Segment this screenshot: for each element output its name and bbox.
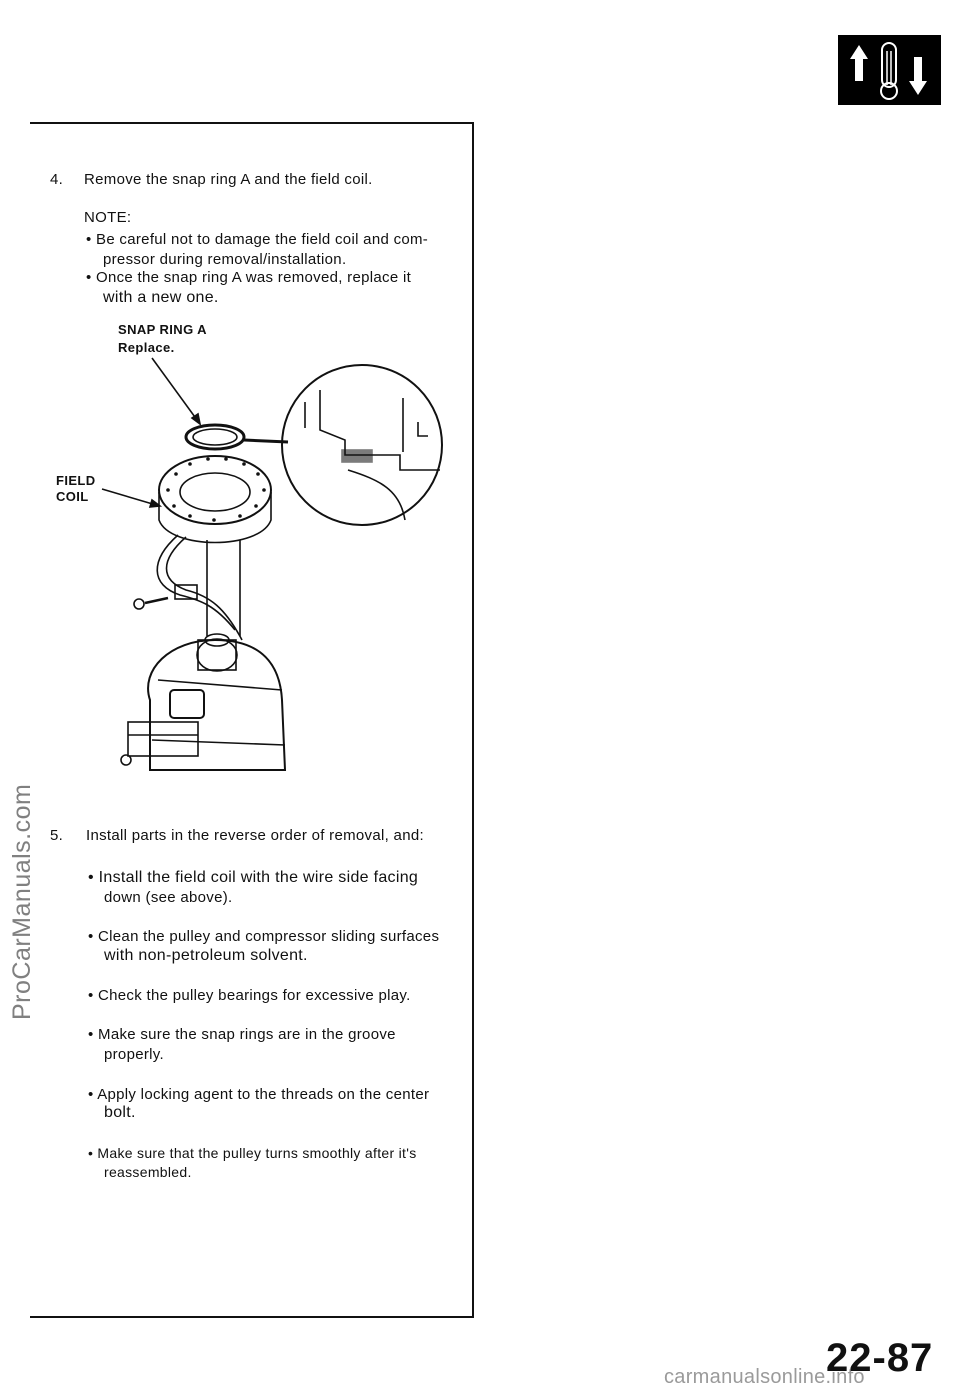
snap-ring-leader-line [152, 358, 200, 424]
field-coil-arrowhead [150, 500, 160, 507]
bullet-3-line-1: • Check the pulley bearings for excessive play. [88, 987, 411, 1004]
step-5-number: 5. [50, 827, 64, 844]
note-1-line-1: • Be careful not to damage the field coil and com- [86, 231, 429, 248]
frame-right-rule [472, 122, 474, 1318]
field-coil-callout-line-1: FIELD [56, 473, 96, 488]
snap-ring-callout-label: SNAP RING A [118, 322, 207, 337]
bullet-1-line-1: • Install the field coil with the wire side facing [88, 869, 419, 886]
thermometer-arrows-icon [838, 35, 941, 105]
bullet-6-line-1: • Make sure that the pulley turns smoothly after it's [88, 1145, 417, 1161]
field-coil-callout-line-2: COIL [56, 489, 89, 504]
side-watermark: ProCarManuals.com [8, 783, 36, 1020]
frame-bottom-rule [30, 1316, 474, 1318]
detail-magnifier-circle [282, 365, 442, 525]
note-2-line-2: with a new one. [103, 289, 219, 306]
note-2-line-1: • Once the snap ring A was removed, replace it [86, 269, 412, 286]
step-4-text: Remove the snap ring A and the field coil. [84, 171, 373, 188]
snap-ring-callout-sub: Replace. [118, 340, 175, 355]
step-5-text: Install parts in the reverse order of removal, and: [86, 827, 424, 844]
page-number: 22-87 [826, 1336, 934, 1380]
step-4-number: 4. [50, 171, 64, 188]
snap-ring-shape [186, 425, 244, 449]
bullet-2-line-2: with non-petroleum solvent. [104, 947, 308, 964]
field-coil-shape [159, 456, 271, 524]
bullet-2-line-1: • Clean the pulley and compressor sliding surfaces [88, 928, 440, 945]
note-1-line-2: pressor during removal/installation. [103, 251, 347, 268]
note-label: NOTE: [84, 209, 132, 226]
bullet-1-line-2: down (see above). [104, 889, 233, 906]
bullet-5-line-2: bolt. [104, 1104, 136, 1121]
bullet-4-line-1: • Make sure the snap rings are in the groove [88, 1026, 396, 1043]
snap-ring-arrowhead [192, 414, 200, 424]
footer-site-watermark: carmanualsonline.info [664, 1366, 865, 1388]
field-coil-leader-line [102, 489, 156, 505]
bullet-4-line-2: properly. [104, 1046, 164, 1063]
bullet-5-line-1: • Apply locking agent to the threads on the center [88, 1086, 430, 1103]
bullet-6-line-2: reassembled. [104, 1164, 192, 1180]
air-conditioning-section-icon [838, 35, 941, 105]
frame-top-rule [30, 122, 474, 124]
